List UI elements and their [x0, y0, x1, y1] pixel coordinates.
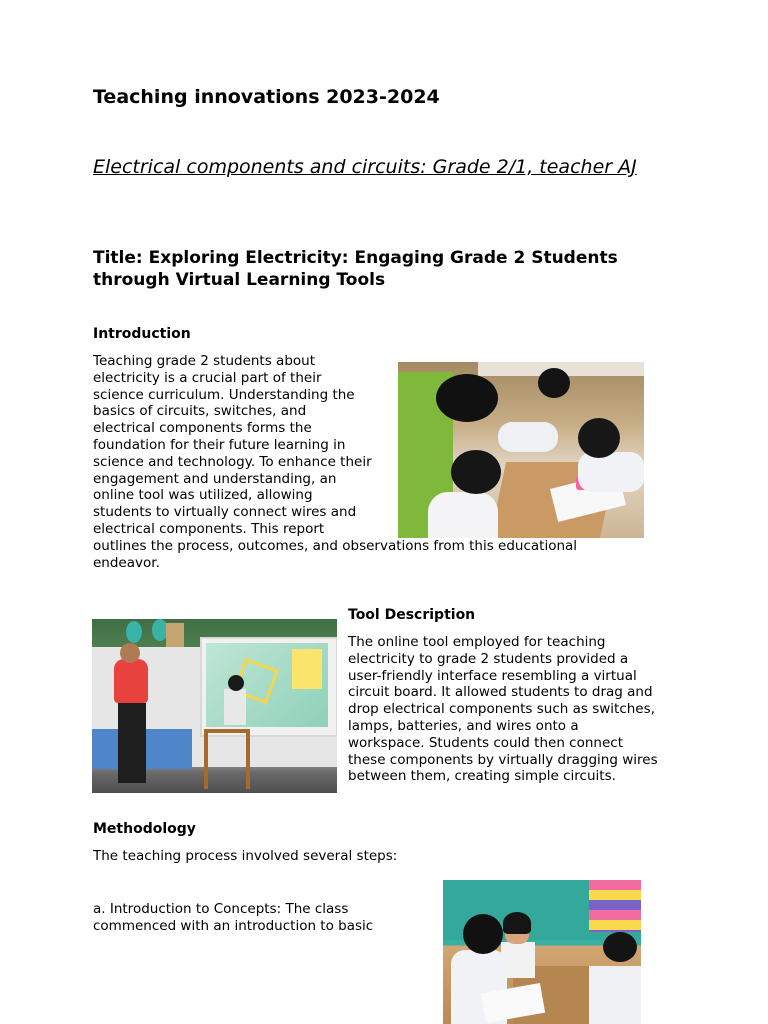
- text-line: endeavor.: [93, 554, 160, 571]
- text-line: these components by virtually dragging wires: [348, 751, 658, 768]
- text-line: commenced with an introduction to basic: [93, 917, 374, 934]
- methodology-heading: Methodology: [93, 821, 196, 837]
- photo-detail: [118, 703, 146, 783]
- photo-students-at-desks: [398, 362, 644, 538]
- text-line: user-friendly interface resembling a virtual: [348, 667, 637, 684]
- tool-description-heading: Tool Description: [348, 607, 476, 623]
- text-line: electricity is a crucial part of their: [93, 369, 322, 386]
- photo-detail: [578, 452, 644, 492]
- photo-detail: [114, 659, 148, 703]
- photo-detail: [120, 643, 140, 663]
- text-line: between them, creating simple circuits.: [348, 768, 616, 785]
- photo-detail: [292, 649, 322, 689]
- photo-detail: [578, 418, 620, 458]
- photo-detail: [126, 621, 142, 643]
- text-line: electrical components. This report: [93, 520, 325, 537]
- text-line: lamps, batteries, and wires onto a: [348, 717, 579, 734]
- text-line: foundation for their future learning in: [93, 436, 346, 453]
- text-line: circuit board. It allowed students to drag and: [348, 684, 653, 701]
- photo-detail: [589, 966, 641, 1024]
- photo-detail: [228, 675, 244, 691]
- photo-smart-board-class: [92, 619, 337, 793]
- page-subtitle: Electrical components and circuits: Grade 2/1, teacher AJ: [93, 156, 637, 178]
- photo-detail: [428, 492, 498, 538]
- page-heading: Teaching innovations 2023-2024: [93, 86, 440, 108]
- introduction-heading: Introduction: [93, 326, 191, 342]
- photo-detail: [503, 912, 531, 934]
- text-line: Teaching grade 2 students about: [93, 353, 315, 369]
- text-line: The online tool employed for teaching: [348, 634, 606, 650]
- photo-detail: [436, 374, 498, 422]
- photo-detail: [224, 689, 246, 725]
- photo-students-working: [443, 880, 641, 1024]
- text-line: workspace. Students could then connect: [348, 734, 623, 751]
- photo-detail: [498, 422, 558, 452]
- photo-detail: [603, 932, 637, 962]
- methodology-intro: The teaching process involved several steps:: [93, 848, 398, 864]
- text-line: electrical components forms the: [93, 420, 312, 437]
- text-line: students to virtually connect wires and: [93, 504, 357, 521]
- text-line: basics of circuits, switches, and: [93, 403, 307, 420]
- text-line: electricity to grade 2 students provided a: [348, 650, 629, 667]
- methodology-step-a: [93, 901, 423, 935]
- introduction-text: [93, 353, 393, 538]
- text-line: drop electrical components such as switches,: [348, 701, 655, 718]
- photo-detail: [166, 623, 184, 647]
- photo-detail: [463, 914, 503, 954]
- introduction-text-continued: [93, 538, 693, 572]
- text-line: engagement and understanding, an: [93, 470, 337, 487]
- text-line: science curriculum. Understanding the: [93, 386, 355, 403]
- photo-detail: [451, 450, 501, 494]
- text-line: a. Introduction to Concepts: The class: [93, 901, 349, 917]
- text-line: online tool was utilized, allowing: [93, 487, 313, 504]
- photo-detail: [538, 368, 570, 398]
- photo-detail: [589, 880, 641, 932]
- report-title: Title: Exploring Electricity: Engaging Grade 2 Students through Virtual Learning Tools: [93, 248, 618, 290]
- photo-detail: [204, 729, 250, 789]
- tool-description-text: [348, 634, 688, 785]
- text-line: outlines the process, outcomes, and observations from this educational: [93, 538, 578, 554]
- text-line: science and technology. To enhance their: [93, 453, 372, 470]
